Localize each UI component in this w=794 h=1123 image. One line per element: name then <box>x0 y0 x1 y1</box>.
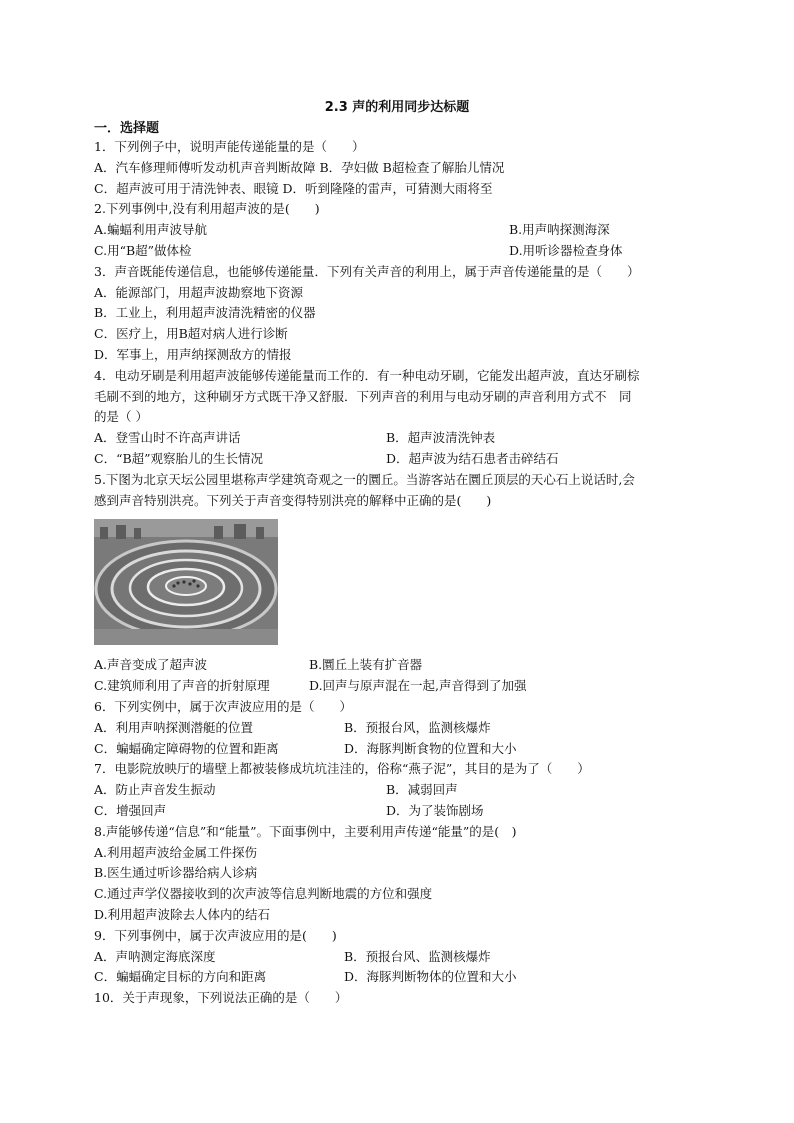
q9-options-row2 <box>94 967 714 988</box>
q3-option-b: B．工业上，利用超声波清洗精密的仪器 <box>94 305 316 321</box>
q4-option-a: A．登雪山时不许高声讲话 <box>94 430 241 446</box>
q4-stem-line3: 的是（ ） <box>94 409 148 425</box>
q5-stem-line2: 感到声音特别洪亮。下列关于声音变得特别洪亮的解释中正确的是( ) <box>94 492 492 508</box>
q8-option-c: C.通过声学仪器接收到的次声波等信息判断地震的方位和强度 <box>94 886 433 902</box>
q1-options-cd: C．超声波可用于清洗钟表、眼镜 D．听到隆隆的雷声，可猜测大雨将至 <box>94 180 493 196</box>
q9-option-b: B．预报台风、监测核爆炸 <box>344 948 491 964</box>
q7-options-row1 <box>94 780 714 801</box>
q6-option-a: A．利用声呐探测潜艇的位置 <box>94 719 254 735</box>
q7-option-c: C．增强回声 <box>94 802 167 818</box>
q5-options-row2 <box>94 676 714 697</box>
q5-options-row1 <box>94 655 714 676</box>
q7-option-d: D．为了装饰剧场 <box>386 802 484 818</box>
q7-stem: 7．电影院放映厅的墙壁上都被装修成坑坑洼洼的，俗称“燕子泥”，其目的是为了（ ） <box>94 761 590 777</box>
q3-option-d: D．军事上，用声纳探测敌方的情报 <box>94 346 292 362</box>
q3-option-a: A．能源部门，用超声波勘察地下资源 <box>94 284 304 300</box>
altar-photo-drawing <box>94 519 278 645</box>
q10-stem: 10．关于声现象，下列说法正确的是（ ） <box>94 990 348 1006</box>
q8-option-a: A.利用超声波给金属工件探伤 <box>94 844 258 860</box>
q2-option-b: B.用声呐探测海深 <box>509 222 610 238</box>
q5-option-b: B.圜丘上装有扩音器 <box>309 657 423 673</box>
q8-option-b: B.医生通过听诊器给病人诊病 <box>94 865 258 881</box>
q5-option-d: D.回声与原声混在一起,声音得到了加强 <box>309 678 527 694</box>
q2-option-a: A.蝙蝠利用声波导航 <box>94 222 208 238</box>
q4-option-b: B．超声波清洗钟表 <box>386 430 496 446</box>
q8-option-d: D.利用超声波除去人体内的结石 <box>94 906 271 922</box>
q7-option-b: B．减弱回声 <box>386 782 458 798</box>
q4-option-d: D．超声波为结石患者击碎结石 <box>386 450 559 466</box>
q6-option-b: B．预报台风，监测核爆炸 <box>344 719 491 735</box>
page-title: 2.3 声的利用同步达标题 <box>324 100 470 115</box>
q6-stem: 6．下列实例中，属于次声波应用的是（ ） <box>94 698 352 714</box>
q7-option-a: A．防止声音发生振动 <box>94 782 216 798</box>
q9-stem: 9．下列事例中，属于次声波应用的是( ) <box>94 927 337 943</box>
q6-options-row1 <box>94 718 714 739</box>
q7-options-row2 <box>94 801 714 822</box>
q5-option-a: A.声音变成了超声波 <box>94 657 208 673</box>
q3-option-c: C．医疗上，用B超对病人进行诊断 <box>94 326 288 342</box>
question-list <box>94 137 714 1009</box>
q4-stem-line2: 毛刷不到的地方，这种刷牙方式既干净又舒服．下列声音的利用与电动牙刷的声音利用方式不 同 <box>94 388 632 404</box>
q1-options-ab: A．汽车修理师傅听发动机声音判断故障 B．孕妇做 B超检查了解胎儿情况 <box>94 159 505 175</box>
section-heading: 一．选择题 <box>94 121 160 136</box>
q2-options-row2 <box>94 241 714 262</box>
q9-option-a: A．声呐测定海底深度 <box>94 948 216 964</box>
q4-options-row2 <box>94 449 714 470</box>
q4-stem-line1: 4．电动牙刷是利用超声波能够传递能量而工作的．有一种电动牙刷，它能发出超声波，直达牙刷棕 <box>94 367 640 383</box>
circular-mound-altar-photo <box>94 519 278 645</box>
q9-option-d: D．海豚判断物体的位置和大小 <box>344 969 517 985</box>
q1-stem: 1．下列例子中，说明声能传递能量的是（ ） <box>94 139 365 154</box>
q5-stem-line1: 5.下图为北京天坛公园里堪称声学建筑奇观之一的圜丘。当游客站在圜丘顶层的天心石上说话时,会 <box>94 471 635 487</box>
q2-option-c: C.用“B超”做体检 <box>94 242 192 258</box>
q4-options-row1 <box>94 428 714 449</box>
q2-stem: 2.下列事例中,没有利用超声波的是( ) <box>94 201 320 217</box>
q4-option-c: C．“B超”观察胎儿的生长情况 <box>94 450 264 466</box>
q5-option-c: C.建筑师利用了声音的折射原理 <box>94 678 270 694</box>
q6-option-c: C．蝙蝠确定障碍物的位置和距离 <box>94 740 279 756</box>
q9-option-c: C．蝙蝠确定目标的方向和距离 <box>94 969 267 985</box>
q6-option-d: D．海豚判断食物的位置和大小 <box>344 740 517 756</box>
q3-stem: 3．声音既能传递信息，也能够传递能量．下列有关声音的利用上，属于声音传递能量的是（ ） <box>94 263 640 279</box>
q8-stem: 8.声能够传递“信息”和“能量”。下面事例中，主要利用声传递“能量”的是( ) <box>94 823 517 839</box>
q9-options-row1 <box>94 947 714 968</box>
q6-options-row2 <box>94 739 714 760</box>
q2-options-row1 <box>94 220 714 241</box>
q2-option-d: D.用听诊器检查身体 <box>509 242 623 258</box>
